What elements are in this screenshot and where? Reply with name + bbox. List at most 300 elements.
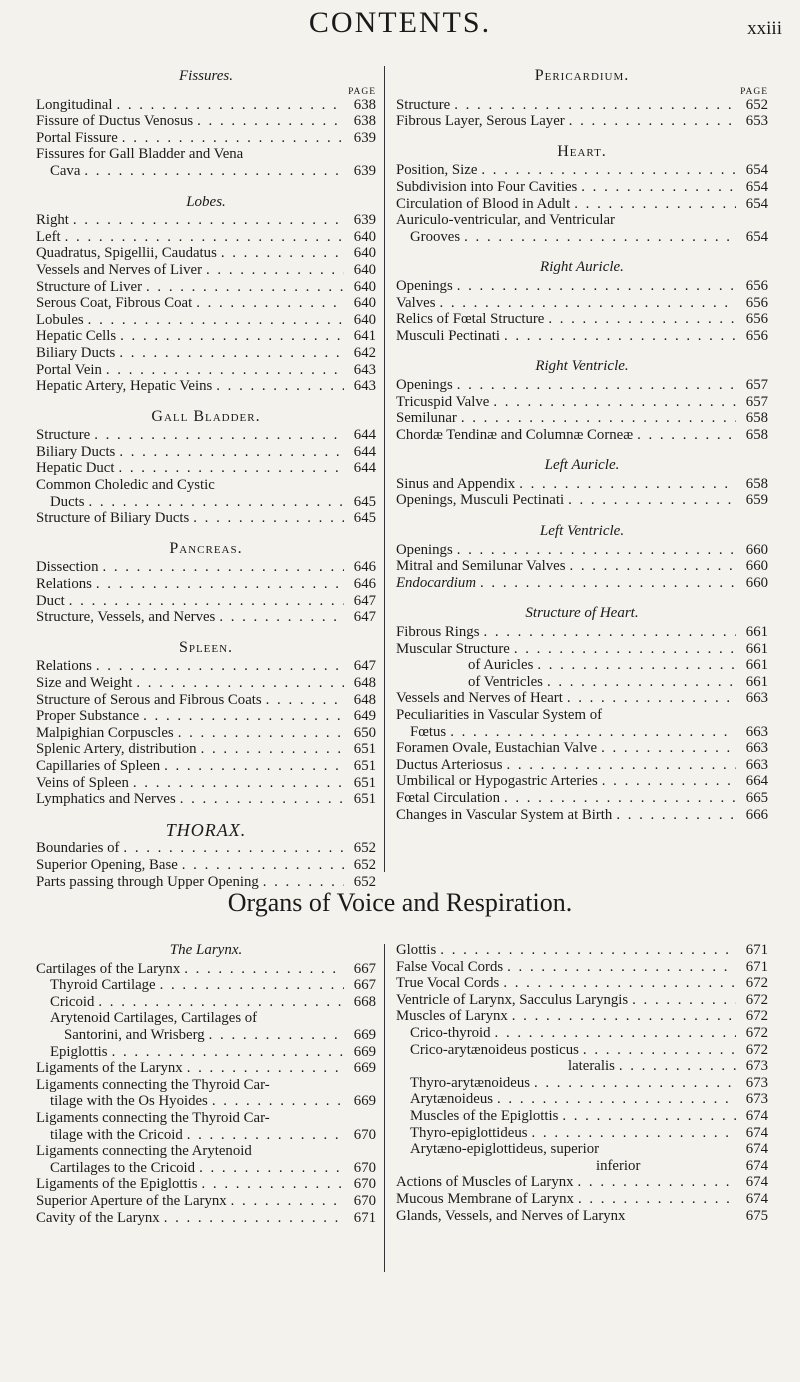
- section-heading: Left Ventricle.: [539, 523, 625, 540]
- toc-entry: [36, 1176, 376, 1193]
- contents-section: [36, 640, 376, 808]
- entry-text: of Ventricles: [468, 673, 543, 690]
- entry-text: inferior: [596, 1157, 641, 1174]
- toc-entry: [396, 1108, 768, 1125]
- entry-page-number: 644: [353, 427, 376, 444]
- toc-entry: [36, 130, 376, 147]
- contents-section: [396, 523, 768, 591]
- entry-text: Cartilages of the Larynx: [36, 960, 181, 977]
- entry-text: True Vocal Cords: [396, 975, 500, 992]
- dot-leader: [439, 295, 736, 312]
- entry-text: Biliary Ducts: [36, 344, 116, 361]
- dot-leader: [601, 740, 736, 757]
- contents-column-bottom-right: [396, 942, 768, 1224]
- entry-text: Veins of Spleen: [36, 774, 129, 791]
- toc-entry: [396, 807, 768, 824]
- dot-leader: [219, 609, 344, 626]
- toc-entry: [396, 542, 768, 559]
- entry-text: Circulation of Blood in Adult: [396, 195, 571, 212]
- column-divider: [384, 944, 385, 1272]
- toc-entry: [396, 575, 768, 592]
- entry-text: Musculi Pectinati: [396, 327, 500, 344]
- dot-leader: [143, 708, 344, 725]
- entry-page-number: 646: [353, 559, 376, 576]
- entry-page-number: 666: [745, 806, 768, 823]
- entry-page-number: 670: [353, 1126, 376, 1143]
- dot-leader: [94, 427, 344, 444]
- dot-leader: [206, 262, 344, 279]
- dot-leader: [461, 410, 736, 427]
- toc-entry: [396, 1125, 768, 1142]
- toc-entry: [396, 278, 768, 295]
- entry-text-line: Fissures for Gall Bladder and Vena: [36, 146, 244, 163]
- dot-leader: [480, 575, 736, 592]
- toc-entry: [36, 1160, 376, 1177]
- toc-entry: [36, 97, 376, 114]
- toc-entry: [396, 311, 768, 328]
- toc-entry: [396, 1208, 768, 1225]
- toc-entry: [36, 345, 376, 362]
- dot-leader: [514, 641, 736, 658]
- entry-page-number: 640: [353, 311, 376, 328]
- dot-leader: [116, 97, 344, 114]
- toc-entry: [36, 775, 376, 792]
- entry-page-number: 671: [353, 1209, 376, 1226]
- entry-page-number: 648: [353, 675, 376, 691]
- entry-text: Position, Size: [396, 162, 478, 179]
- dot-leader: [118, 460, 344, 477]
- entry-text: Endocardium: [396, 574, 477, 591]
- entry-page-number: 654: [745, 162, 768, 179]
- toc-entry: [396, 641, 768, 658]
- dot-leader: [567, 690, 736, 707]
- dot-leader: [160, 977, 344, 994]
- entry-text: Openings, Musculi Pectinati: [396, 492, 565, 509]
- entry-text: tilage with the Os Hyoides: [50, 1093, 208, 1110]
- entry-page-number: 671: [745, 958, 768, 975]
- section-heading: Heart.: [557, 142, 607, 160]
- entry-text: Vessels and Nerves of Liver: [36, 261, 203, 278]
- toc-entry: [36, 229, 376, 246]
- toc-entry: [396, 1174, 768, 1191]
- toc-entry: [396, 394, 768, 411]
- entry-page-number: 663: [745, 723, 768, 740]
- dot-leader: [96, 576, 344, 593]
- entry-text: Mucous Membrane of Larynx: [396, 1190, 574, 1207]
- entry-text: Lobules: [36, 311, 84, 328]
- entry-text: Muscles of the Epiglottis: [410, 1107, 559, 1124]
- entry-page-number: 640: [353, 245, 376, 262]
- contents-section: [396, 144, 768, 246]
- entry-text-line: Ligaments connecting the Thyroid Car-: [36, 1076, 270, 1093]
- toc-entry: [36, 675, 376, 692]
- entry-page-number: 638: [353, 96, 376, 113]
- entry-text: Sinus and Appendix: [396, 475, 516, 492]
- dot-leader: [65, 229, 344, 246]
- entry-page-number: 651: [353, 774, 376, 791]
- entry-page-number: 674: [745, 1174, 768, 1191]
- entry-text: Hepatic Cells: [36, 328, 117, 345]
- dot-leader: [583, 1042, 736, 1059]
- entry-page-number: 672: [745, 1008, 768, 1025]
- toc-entry: [36, 1193, 376, 1210]
- entry-text: Cricoid: [50, 993, 95, 1010]
- entry-page-number: 639: [353, 162, 376, 179]
- entry-page-number: 642: [353, 344, 376, 361]
- toc-entry: [36, 279, 376, 296]
- dot-leader: [569, 113, 736, 130]
- toc-entry: [36, 362, 376, 379]
- toc-entry: [396, 1025, 768, 1042]
- toc-entry: [36, 1127, 376, 1144]
- entry-page-number: 672: [745, 1024, 768, 1041]
- dot-leader: [199, 1160, 344, 1177]
- toc-entry: [36, 378, 376, 395]
- dot-leader: [568, 492, 736, 509]
- toc-entry: [396, 1075, 768, 1092]
- entry-text: Thyro-arytænoideus: [410, 1074, 530, 1091]
- entry-text: Subdivision into Four Cavities: [396, 178, 578, 195]
- toc-entry: [36, 725, 376, 742]
- toc-entry: [396, 1058, 768, 1075]
- entry-text: Glottis: [396, 942, 437, 958]
- toc-entry: [36, 494, 376, 511]
- entry-page-number: 644: [353, 460, 376, 477]
- entry-page-number: 656: [745, 277, 768, 294]
- toc-entry: [396, 674, 768, 691]
- dot-leader: [537, 657, 736, 674]
- dot-leader: [89, 494, 344, 511]
- dot-leader: [133, 775, 344, 792]
- entry-text: Arytænoideus: [410, 1091, 494, 1108]
- toc-entry: [396, 773, 768, 790]
- column-divider: [384, 66, 385, 872]
- entry-text: Fœtal Circulation: [396, 789, 500, 806]
- entry-text: Vessels and Nerves of Heart: [396, 690, 563, 707]
- entry-page-number: 656: [745, 294, 768, 311]
- toc-entry: [36, 593, 376, 610]
- dot-leader: [503, 975, 736, 992]
- entry-page-number: 657: [745, 393, 768, 410]
- dot-leader: [266, 692, 344, 709]
- entry-page-number: 663: [745, 756, 768, 773]
- entry-text: Serous Coat, Fibrous Coat: [36, 295, 193, 312]
- entry-text: Lymphatics and Nerves: [36, 791, 176, 808]
- dot-leader: [569, 558, 736, 575]
- entry-page-number: 643: [353, 378, 376, 395]
- dot-leader: [119, 444, 344, 461]
- entry-page-number: 660: [745, 574, 768, 591]
- contents-column-bottom-left: [36, 942, 376, 1226]
- entry-page-number: 654: [745, 178, 768, 195]
- entry-text: Cava: [50, 162, 81, 179]
- entry-text: Structure: [36, 427, 91, 444]
- dot-leader: [123, 840, 344, 857]
- entry-page-number: 673: [745, 1074, 768, 1091]
- page-header: [0, 6, 800, 50]
- section-heading: Pancreas.: [169, 539, 243, 557]
- toc-entry: [396, 558, 768, 575]
- entry-page-number: 667: [353, 977, 376, 994]
- entry-text: Thyro-epiglottideus: [410, 1124, 528, 1141]
- page-title: CONTENTS.: [308, 6, 492, 39]
- dot-leader: [164, 758, 344, 775]
- toc-entry: [36, 1044, 376, 1061]
- entry-page-number: 660: [745, 541, 768, 558]
- dot-leader: [483, 624, 736, 641]
- toc-entry: [396, 740, 768, 757]
- dot-leader: [221, 245, 344, 262]
- contents-section: [36, 194, 376, 395]
- dot-leader: [122, 130, 344, 147]
- dot-leader: [212, 1093, 344, 1110]
- dot-leader: [178, 725, 344, 742]
- toc-entry: [36, 961, 376, 978]
- entry-page-number: 647: [353, 592, 376, 609]
- entry-text: Size and Weight: [36, 675, 133, 691]
- entry-page-number: 661: [745, 673, 768, 690]
- toc-entry: [36, 1027, 376, 1044]
- toc-entry: [396, 657, 768, 674]
- entry-page-number: 669: [353, 1060, 376, 1077]
- entry-page-number: 675: [745, 1207, 768, 1224]
- entry-text: Structure of Biliary Ducts: [36, 510, 190, 527]
- entry-page-number: 674: [745, 1141, 768, 1158]
- entry-page-number: 651: [353, 791, 376, 808]
- entry-page-number: 672: [745, 975, 768, 992]
- dot-leader: [119, 345, 344, 362]
- entry-text: Muscular Structure: [396, 640, 510, 657]
- dot-leader: [193, 510, 344, 527]
- entry-page-number: 668: [353, 993, 376, 1010]
- entry-text: Changes in Vascular System at Birth: [396, 806, 613, 823]
- entry-text: Quadratus, Spigellii, Caudatus: [36, 245, 217, 262]
- dot-leader: [146, 279, 344, 296]
- dot-leader: [102, 559, 344, 576]
- dot-leader: [578, 1191, 736, 1208]
- toc-entry: [396, 959, 768, 976]
- dot-leader: [512, 1008, 736, 1025]
- dot-leader: [454, 97, 736, 114]
- toc-entry: [396, 790, 768, 807]
- entry-text: Ligaments of the Larynx: [36, 1060, 183, 1077]
- entry-page-number: 670: [353, 1159, 376, 1176]
- entry-page-number: 658: [745, 475, 768, 492]
- entry-text: Tricuspid Valve: [396, 393, 490, 410]
- entry-page-number: 671: [745, 942, 768, 958]
- section-heading: Right Auricle.: [540, 259, 624, 276]
- dot-leader: [457, 377, 736, 394]
- dot-leader: [231, 1193, 344, 1210]
- dot-leader: [196, 295, 344, 312]
- entry-text: Ventricle of Larynx, Sacculus Laryngis: [396, 991, 629, 1008]
- entry-text: Structure of Serous and Fibrous Coats: [36, 691, 262, 708]
- dot-leader: [519, 476, 736, 493]
- entry-text: Longitudinal: [36, 96, 113, 113]
- toc-entry: [36, 427, 376, 444]
- entry-page-number: 643: [353, 361, 376, 378]
- entry-page-number: 640: [353, 278, 376, 295]
- dot-leader: [504, 790, 736, 807]
- entry-page-number: 638: [353, 113, 376, 130]
- entry-text: Crico-arytænoideus posticus: [410, 1041, 579, 1058]
- section-heading: Right Ventricle.: [535, 358, 629, 375]
- toc-entry: [36, 245, 376, 262]
- entry-text-line: Auriculo-ventricular, and Ventricular: [396, 212, 615, 229]
- entry-text: Hepatic Duct: [36, 460, 115, 477]
- entry-page-number: 661: [745, 657, 768, 674]
- toc-entry: [396, 975, 768, 992]
- entry-page-number: 650: [353, 724, 376, 741]
- toc-entry: [36, 857, 376, 874]
- entry-text: Parts passing through Upper Opening: [36, 873, 259, 890]
- contents-section: [396, 68, 768, 130]
- dot-leader: [548, 311, 736, 328]
- toc-entry: [396, 328, 768, 345]
- dot-leader: [574, 196, 736, 213]
- entry-text: Fibrous Rings: [396, 624, 480, 641]
- entry-text: Umbilical or Hypogastric Arteries: [396, 773, 598, 790]
- entry-page-number: 669: [353, 1043, 376, 1060]
- dot-leader: [182, 857, 344, 874]
- entry-page-number: 656: [745, 311, 768, 328]
- contents-section: [36, 942, 376, 1226]
- dot-leader: [187, 1060, 344, 1077]
- section-heading: Spleen.: [178, 638, 234, 656]
- entry-page-number: 652: [353, 856, 376, 873]
- toc-entry: [36, 840, 376, 857]
- entry-text: Capillaries of Spleen: [36, 757, 161, 774]
- entry-page-number: 641: [353, 328, 376, 345]
- entry-text: Cavity of the Larynx: [36, 1209, 160, 1226]
- entry-text: of Auricles: [468, 657, 534, 674]
- entry-page-number: 654: [745, 195, 768, 212]
- entry-text: Glands, Vessels, and Nerves of Larynx: [396, 1207, 626, 1224]
- toc-entry: [396, 196, 768, 213]
- entry-text: Cartilages to the Cricoid: [50, 1159, 196, 1176]
- dot-leader: [632, 992, 736, 1009]
- contents-section: [396, 259, 768, 344]
- toc-entry: [396, 410, 768, 427]
- dot-leader: [534, 1075, 736, 1092]
- entry-text: lateralis: [568, 1058, 615, 1075]
- dot-leader: [578, 1174, 736, 1191]
- entry-page-number: 652: [353, 873, 376, 890]
- entry-page-number: 658: [745, 410, 768, 427]
- entry-page-number: 674: [745, 1190, 768, 1207]
- entry-text: Arytæno-epiglottideus, superior: [410, 1141, 600, 1158]
- entry-page-number: 664: [745, 773, 768, 790]
- entry-text: Grooves: [410, 228, 461, 245]
- entry-page-number: 659: [745, 492, 768, 509]
- entry-text: Santorini, and Wrisberg: [64, 1026, 205, 1043]
- entry-text-line: Peculiarities in Vascular System of: [396, 707, 603, 723]
- toc-entry: [396, 162, 768, 179]
- entry-text: Portal Fissure: [36, 129, 118, 146]
- dot-leader: [450, 724, 736, 741]
- dot-leader: [187, 1127, 344, 1144]
- entry-page-number: 657: [745, 376, 768, 393]
- toc-entry: [36, 1210, 376, 1227]
- entry-text: Left: [36, 228, 61, 245]
- entry-text: Thyroid Cartilage: [50, 977, 156, 994]
- entry-page-number: 654: [745, 228, 768, 245]
- entry-page-number: 660: [745, 558, 768, 575]
- entry-page-number: 661: [745, 624, 768, 641]
- entry-text: Portal Vein: [36, 361, 102, 378]
- toc-entry: [396, 295, 768, 312]
- dot-leader: [506, 757, 736, 774]
- entry-page-number: 653: [745, 113, 768, 130]
- entry-page-number: 652: [353, 840, 376, 857]
- entry-page-number: 672: [745, 991, 768, 1008]
- entry-text: Ductus Arteriosus: [396, 756, 503, 773]
- entry-text-line: Common Choledic and Cystic: [36, 477, 215, 494]
- toc-entry: [36, 692, 376, 709]
- entry-page-number: 649: [353, 708, 376, 725]
- dot-leader: [96, 658, 344, 675]
- toc-entry: [36, 977, 376, 994]
- entry-text: Hepatic Artery, Hepatic Veins: [36, 378, 213, 395]
- toc-entry: [396, 942, 768, 959]
- section-heading: Pericardium.: [534, 67, 630, 84]
- toc-entry: [36, 328, 376, 345]
- toc-entry: [36, 741, 376, 758]
- toc-entry: [396, 113, 768, 130]
- dot-leader: [164, 1210, 344, 1227]
- entry-page-number: 672: [745, 1041, 768, 1058]
- toc-entry: [396, 1141, 768, 1158]
- entry-page-number: 639: [353, 212, 376, 229]
- dot-leader: [84, 163, 344, 180]
- dot-leader: [112, 1044, 344, 1061]
- toc-entry: [396, 1008, 768, 1025]
- entry-text: Dissection: [36, 559, 99, 576]
- entry-page-number: 640: [353, 228, 376, 245]
- entry-page-number: 669: [353, 1093, 376, 1110]
- entry-page-number: 658: [745, 426, 768, 443]
- dot-leader: [106, 362, 344, 379]
- toc-entry: [36, 1093, 376, 1110]
- entry-text: Structure of Liver: [36, 278, 143, 295]
- toc-entry: [396, 690, 768, 707]
- entry-page-number: 652: [745, 96, 768, 113]
- section-heading: THORAX.: [165, 819, 247, 840]
- entry-page-number: 663: [745, 740, 768, 757]
- dot-leader: [562, 1108, 736, 1125]
- entry-text: Actions of Muscles of Larynx: [396, 1174, 574, 1191]
- dot-leader: [581, 179, 736, 196]
- entry-page-number: 647: [353, 609, 376, 626]
- entry-page-number: 669: [353, 1026, 376, 1043]
- dot-leader: [637, 427, 736, 444]
- toc-entry: [36, 1060, 376, 1077]
- dot-leader: [180, 791, 344, 808]
- contents-section: [396, 358, 768, 443]
- entry-text: Fibrous Layer, Serous Layer: [396, 113, 565, 130]
- toc-entry: [396, 757, 768, 774]
- toc-entry: [396, 624, 768, 641]
- dot-leader: [497, 1091, 736, 1108]
- dot-leader: [440, 942, 736, 959]
- dot-leader: [493, 394, 736, 411]
- contents-column-top-right: [396, 68, 768, 823]
- toc-entry: [36, 708, 376, 725]
- toc-entry: [396, 724, 768, 741]
- entry-page-number: 646: [353, 576, 376, 593]
- dot-leader: [547, 674, 736, 691]
- toc-entry: [396, 1158, 768, 1175]
